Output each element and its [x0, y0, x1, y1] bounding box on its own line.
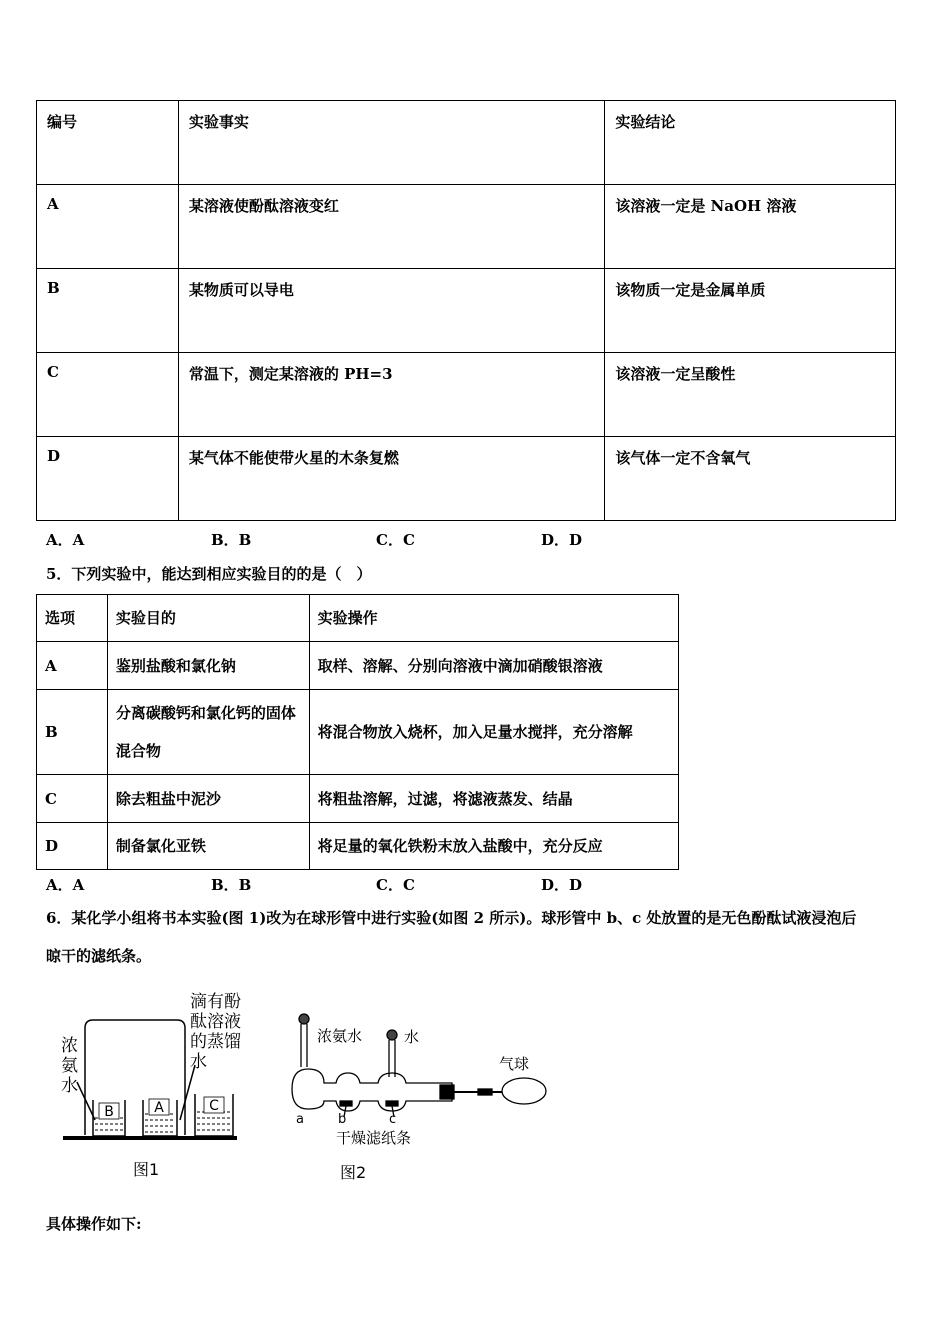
label-b: b — [338, 1112, 347, 1127]
table-cell: D — [37, 437, 179, 521]
table-cell: 制备氯化亚铁 — [107, 823, 309, 870]
table-row — [37, 353, 896, 437]
header-cell: 选项 — [37, 595, 108, 642]
header-cell: 编号 — [37, 101, 179, 185]
table-cell: C — [37, 353, 179, 437]
table-row — [37, 823, 679, 870]
table-cell: 某气体不能使带火星的木条复燃 — [178, 437, 604, 521]
beaker-label-a: A — [154, 1100, 164, 1116]
fig1-ammonia-label: 浓氨水 — [61, 1036, 78, 1096]
table-cell: 鉴别盐酸和氯化钠 — [107, 642, 309, 690]
q5-question: 5．下列实验中，能达到相应实验目的的是（ ） — [46, 565, 372, 583]
option-d[interactable]: D．D — [541, 531, 583, 549]
table-cell: 该溶液一定呈酸性 — [605, 353, 896, 437]
table-header-row — [37, 595, 679, 642]
label-balloon: 气球 — [499, 1055, 530, 1073]
label-water: 水 — [404, 1028, 420, 1046]
label-filter-strip: 干燥滤纸条 — [336, 1129, 412, 1147]
table-cell: 取样、溶解、分别向溶液中滴加硝酸银溶液 — [309, 642, 678, 690]
header-cell: 实验操作 — [309, 595, 678, 642]
option-c[interactable]: C．C — [376, 531, 415, 549]
table-row — [37, 185, 896, 269]
table-cell: B — [37, 690, 108, 775]
table-cell: B — [37, 269, 179, 353]
table-row — [37, 775, 679, 823]
option-b[interactable]: B．B — [211, 531, 252, 549]
balloon-outline — [502, 1078, 546, 1104]
option-a[interactable]: A．A — [46, 531, 85, 549]
table-cell: 该气体一定不含氧气 — [605, 437, 896, 521]
figure-2-tube-setup — [280, 1005, 560, 1155]
table-cell: A — [37, 642, 108, 690]
table-cell: 常温下，测定某溶液的 PH=3 — [178, 353, 604, 437]
beaker-label-c: C — [209, 1098, 219, 1114]
option-c[interactable]: C．C — [376, 876, 415, 894]
label-a: a — [296, 1112, 304, 1127]
dropper-bulb-water — [387, 1030, 397, 1040]
table-cell: 该溶液一定是 NaOH 溶液 — [605, 185, 896, 269]
table-row — [37, 437, 896, 521]
table-cell: 除去粗盐中泥沙 — [107, 775, 309, 823]
option-a[interactable]: A．A — [46, 876, 85, 894]
table-row — [37, 690, 679, 775]
fig1-caption: 图1 — [133, 1160, 160, 1179]
table-cell: 分离碳酸钙和氯化钙的固体混合物 — [107, 690, 309, 775]
experiment-table — [36, 594, 679, 870]
header-cell: 实验事实 — [178, 101, 604, 185]
q6-text-line1: 6．某化学小组将书本实验(图 1)改为在球形管中进行实验(如图 2 所示)。球形管中 b、c 处放置的是无色酚酞试液浸泡后 — [46, 909, 857, 927]
table-cell: 某溶液使酚酞溶液变红 — [178, 185, 604, 269]
table-cell: A — [37, 185, 179, 269]
fig2-caption: 图2 — [340, 1163, 367, 1182]
table-row — [37, 642, 679, 690]
table-header-row — [37, 101, 896, 185]
conclusion-table — [36, 100, 896, 521]
dropper-bulb-ammonia — [299, 1014, 309, 1024]
beaker-label-b: B — [104, 1104, 114, 1120]
procedure-heading: 具体操作如下: — [46, 1215, 142, 1233]
table-cell: 将足量的氧化铁粉末放入盐酸中，充分反应 — [309, 823, 678, 870]
table-cell: 将粗盐溶解，过滤，将滤液蒸发、结晶 — [309, 775, 678, 823]
spherical-tube — [292, 1069, 452, 1111]
header-cell: 实验结论 — [605, 101, 896, 185]
table-cell: D — [37, 823, 108, 870]
table-cell: 将混合物放入烧杯，加入足量水搅拌，充分溶解 — [309, 690, 678, 775]
option-b[interactable]: B．B — [211, 876, 252, 894]
table-row — [37, 269, 896, 353]
table-cell: C — [37, 775, 108, 823]
label-ammonia: 浓氨水 — [317, 1027, 363, 1045]
q6-text-line2: 晾干的滤纸条。 — [46, 947, 152, 965]
table-cell: 某物质可以导电 — [178, 269, 604, 353]
label-c: c — [389, 1112, 397, 1127]
option-d[interactable]: D．D — [541, 876, 583, 894]
table-cell: 该物质一定是金属单质 — [605, 269, 896, 353]
header-cell: 实验目的 — [107, 595, 309, 642]
fig1-phenol-water-label: 滴有酚酞溶液的蒸馏水 — [190, 992, 241, 1072]
